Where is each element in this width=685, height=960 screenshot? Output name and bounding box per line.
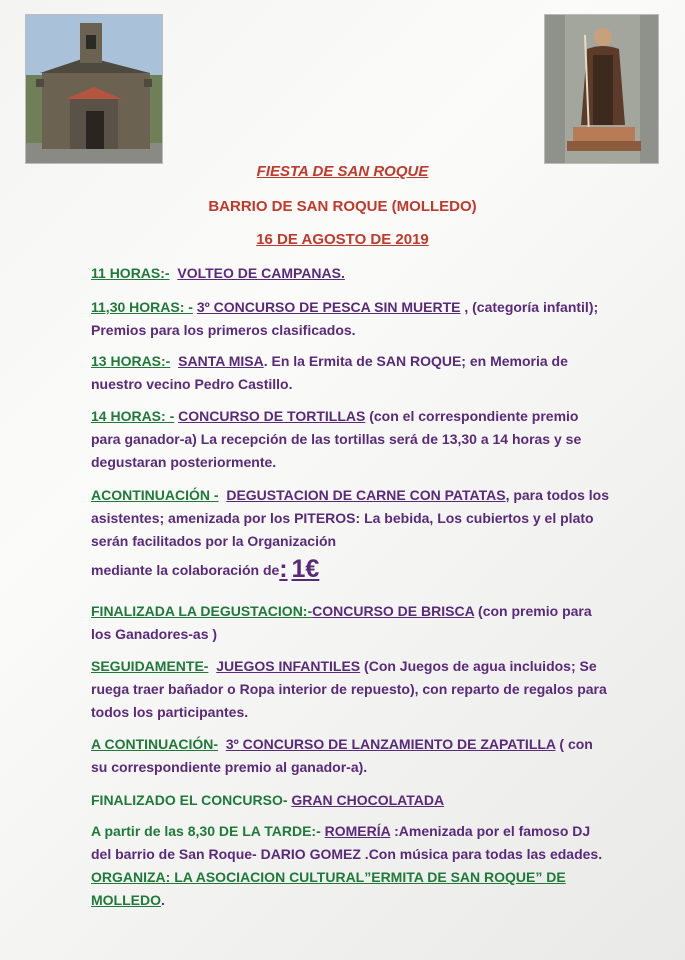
item-details: (con premio para los Ganadores-as ) [91,603,592,642]
event-date: 16 DE AGOSTO DE 2019 [256,231,429,248]
chapel-photo [25,14,163,164]
item-event: GRAN CHOCOLATADA [291,792,445,808]
item-time: A partir de las 8,30 DE LA TARDE:- [91,823,321,839]
price-text: mediante la colaboración de [91,562,280,578]
item-event: CONCURSO DE TORTILLAS [178,408,366,424]
program-item-10 [91,820,611,912]
item-event: DEGUSTACION DE CARNE CON PATATAS [226,487,506,503]
program-item-4 [91,405,611,474]
page-subtitle: BARRIO DE SAN ROQUE (MOLLEDO) [208,198,477,215]
item-time: FINALIZADO EL CONCURSO- [91,792,288,808]
program-item-7 [91,655,611,724]
program-item-9 [91,789,611,812]
item-event: SANTA MISA [178,353,264,369]
price-value: 1€ [291,555,320,583]
item-details: , para todos los asistentes; amenizada por los PITEROS: La bebida, Los cubiertos y el plato serán facilitados por la Organización [91,487,610,549]
program-item-6 [91,600,611,646]
item-event: CONCURSO DE BRISCA [312,603,475,619]
item-details: :Amenizada por el famoso DJ del barrio de San Roque- DARIO GOMEZ .Con música para todas las edades. [91,823,603,862]
organizer-end: . [161,892,165,908]
item-event: 3º CONCURSO DE PESCA SIN MUERTE [196,299,461,315]
item-details: . En la Ermita de SAN ROQUE; en Memoria de nuestro vecino Pedro Castillo. [91,353,568,392]
price-line [91,555,611,583]
item-time: FINALIZADA LA DEGUSTACION:- [91,603,313,619]
chapel-image-drawing [26,15,162,163]
item-time: SEGUIDAMENTE- [91,658,209,674]
organizer: ORGANIZA: LA ASOCIACION CULTURAL”ERMITA DE SAN ROQUE” DE MOLLEDO [91,869,566,908]
item-time: 11,30 HORAS: - [91,299,193,315]
item-time: A CONTINUACIÓN- [91,736,219,752]
item-details: (con el correspondiente premio para ganador-a) La recepción de las tortillas será de 13,30 a 14 horas y se degustaran posteriormente. [91,408,582,470]
program-item-3 [91,350,611,396]
page-title: FIESTA DE SAN ROQUE [256,163,429,180]
item-time: 13 HORAS:- [91,353,171,369]
program-item-8 [91,733,611,779]
item-details: , (categoría infantil); Premios para los primeros clasificados. [91,299,599,338]
item-details: (Con Juegos de agua incluidos; Se ruega traer bañador o Ropa interior de repuesto), con reparto de regalos para todos los participantes. [91,658,607,720]
statue-image-drawing [545,15,658,163]
program-item-2 [91,296,611,342]
item-time: 11 HORAS:- [91,265,170,281]
saint-statue-photo [544,14,659,164]
item-event: JUEGOS INFANTILES [216,658,361,674]
item-time: 14 HORAS: - [91,408,175,424]
program-item-1 [91,262,611,285]
item-event: ROMERÍA [324,823,391,839]
price-colon: : [279,555,288,583]
item-event: 3º CONCURSO DE LANZAMIENTO DE ZAPATILLA [225,736,556,752]
item-event: VOLTEO DE CAMPANAS. [177,265,345,281]
program-item-5 [91,484,611,553]
item-details: ( con su correspondiente premio al ganador-a). [91,736,593,775]
item-time: ACONTINUACIÓN - [91,487,219,503]
